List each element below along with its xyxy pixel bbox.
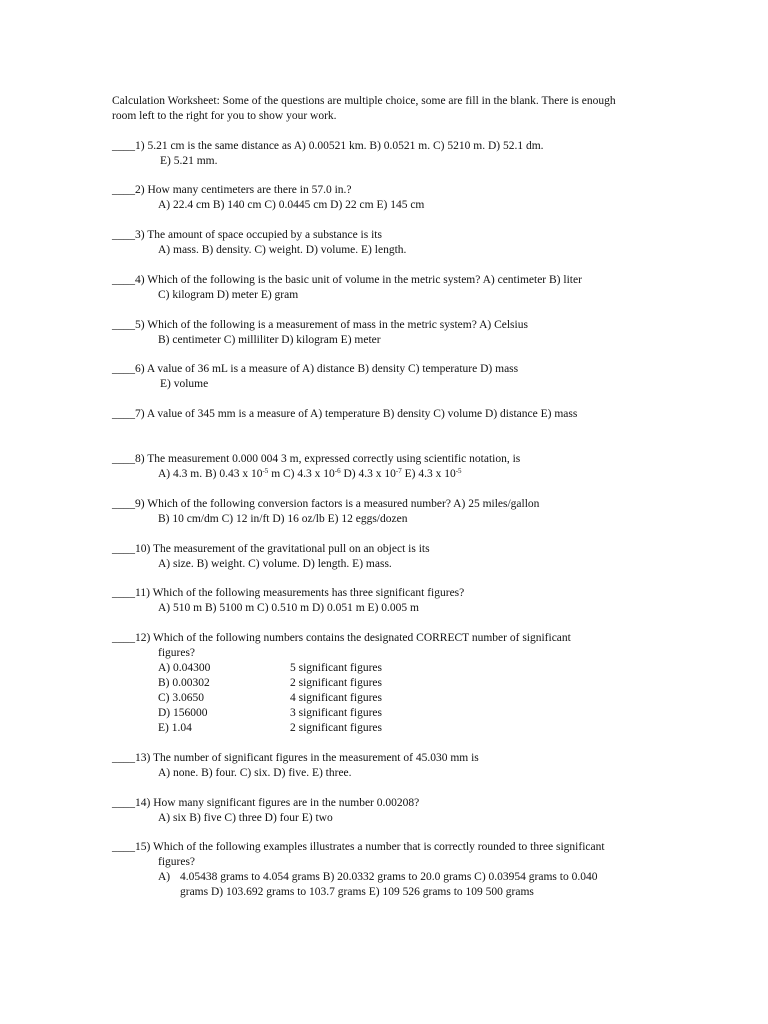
option-number: C) 3.0650: [158, 692, 204, 704]
question-12-option-row: [158, 721, 672, 736]
question-12-option-row: [158, 661, 672, 676]
question-15-option-text: 4.05438 grams to 4.054 grams B) 20.0332 grams to 20.0 grams C) 0.03954 grams to 0.040: [180, 871, 598, 883]
question-5: [112, 318, 672, 348]
question-1: [112, 139, 672, 169]
question-12-option-row: [158, 706, 672, 721]
option-sig-figs: 2 significant figures: [290, 677, 382, 689]
question-9-options: B) 10 cm/dm C) 12 in/ft D) 16 oz/lb E) 12 eggs/dozen: [158, 513, 408, 525]
worksheet-intro: Calculation Worksheet: Some of the questions are multiple choice, some are fill in the blank. There is enough room left to the right for you to show your work.: [112, 95, 616, 122]
question-12-text: ____12) Which of the following numbers contains the designated CORRECT number of significant: [112, 632, 571, 644]
question-11-options: A) 510 m B) 5100 m C) 0.510 m D) 0.051 m E) 0.005 m: [158, 602, 419, 614]
question-15-options: [112, 870, 672, 900]
question-14-options: A) six B) five C) three D) four E) two: [158, 812, 333, 824]
question-1-options: E) 5.21 mm.: [160, 155, 218, 167]
question-12-options: [112, 661, 672, 736]
question-15-option-text-cont: grams D) 103.692 grams to 103.7 grams E) 109 526 grams to 109 500 grams: [180, 886, 534, 898]
question-1-text: ____1) 5.21 cm is the same distance as A) 0.00521 km. B) 0.0521 m. C) 5210 m. D) 52.1 dm.: [112, 140, 544, 152]
question-8-option-ab: A) 4.3 m. B) 0.43 x 10: [158, 468, 263, 480]
question-9: [112, 497, 672, 527]
question-4-options: C) kilogram D) meter E) gram: [158, 289, 299, 301]
question-8-exponent-c: -6: [334, 467, 341, 475]
question-3-text: ____3) The amount of space occupied by a substance is its: [112, 229, 382, 241]
option-number: B) 0.00302: [158, 677, 210, 689]
question-14-text: ____14) How many significant figures are in the number 0.00208?: [112, 797, 420, 809]
question-15-option-line: [158, 870, 672, 885]
question-13-text: ____13) The number of significant figures in the measurement of 45.030 mm is: [112, 752, 479, 764]
question-11: [112, 586, 672, 616]
question-5-text: ____5) Which of the following is a measurement of mass in the metric system? A) Celsius: [112, 319, 528, 331]
option-number: D) 156000: [158, 707, 208, 719]
question-6-options: E) volume: [160, 378, 209, 390]
question-4: [112, 273, 672, 303]
question-8-option-c: m C) 4.3 x 10: [268, 468, 335, 480]
option-sig-figs: 2 significant figures: [290, 722, 382, 734]
question-11-text: ____11) Which of the following measurements has three significant figures?: [112, 587, 465, 599]
question-15-option-letter: A): [158, 871, 171, 883]
question-14: [112, 796, 672, 826]
question-8-exponent-d: -7: [395, 467, 402, 475]
question-8-option-e: E) 4.3 x 10: [401, 468, 456, 480]
question-8-options: [112, 467, 672, 482]
question-6-text: ____6) A value of 36 mL is a measure of A) distance B) density C) temperature D) mass: [112, 363, 519, 375]
option-sig-figs: 4 significant figures: [290, 692, 382, 704]
question-2-options: A) 22.4 cm B) 140 cm C) 0.0445 cm D) 22 cm E) 145 cm: [158, 199, 425, 211]
question-8-exponent-b: -5: [262, 467, 269, 475]
question-12-text-cont: figures?: [158, 647, 196, 659]
question-13: [112, 751, 672, 781]
question-7: [112, 407, 672, 422]
question-12-option-row: [158, 691, 672, 706]
question-8-text: ____8) The measurement 0.000 004 3 m, expressed correctly using scientific notation, is: [112, 453, 521, 465]
question-8-option-d: D) 4.3 x 10: [340, 468, 396, 480]
question-5-options: B) centimeter C) milliliter D) kilogram E) meter: [158, 334, 381, 346]
question-9-text: ____9) Which of the following conversion factors is a measured number? A) 25 miles/gallon: [112, 498, 540, 510]
question-15-text: ____15) Which of the following examples illustrates a number that is correctly rounded to three significant: [112, 841, 605, 853]
question-2: [112, 183, 672, 213]
question-2-text: ____2) How many centimeters are there in 57.0 in.?: [112, 184, 352, 196]
option-sig-figs: 3 significant figures: [290, 707, 382, 719]
question-3-options: A) mass. B) density. C) weight. D) volume. E) length.: [158, 244, 407, 256]
option-sig-figs: 5 significant figures: [290, 662, 382, 674]
question-6: [112, 362, 672, 392]
question-4-text: ____4) Which of the following is the basic unit of volume in the metric system? A) centimeter B) liter: [112, 274, 582, 286]
question-8: [112, 452, 672, 482]
option-number: A) 0.04300: [158, 662, 211, 674]
question-3: [112, 228, 672, 258]
question-15-text-cont: figures?: [158, 856, 196, 868]
question-13-options: A) none. B) four. C) six. D) five. E) three.: [158, 767, 352, 779]
question-12-option-row: [158, 676, 672, 691]
question-10-options: A) size. B) weight. C) volume. D) length. E) mass.: [158, 558, 392, 570]
question-12: [112, 631, 672, 736]
question-10-text: ____10) The measurement of the gravitational pull on an object is its: [112, 543, 430, 555]
question-8-exponent-e: -5: [455, 467, 462, 475]
option-number: E) 1.04: [158, 722, 192, 734]
question-15: [112, 840, 672, 900]
question-7-text: ____7) A value of 345 mm is a measure of A) temperature B) density C) volume D) distance E) mass: [112, 408, 578, 420]
question-10: [112, 542, 672, 572]
